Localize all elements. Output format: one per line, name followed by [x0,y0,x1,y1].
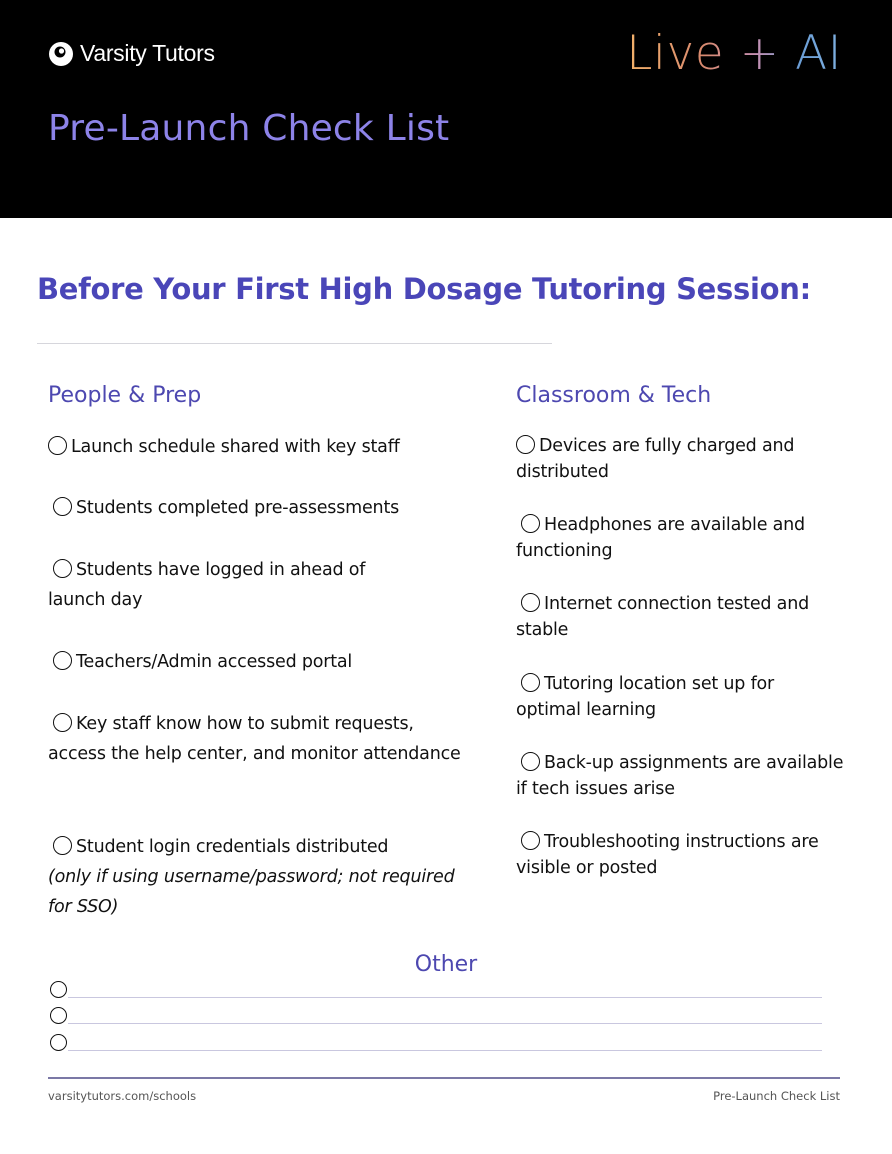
classroom-tech-heading: Classroom & Tech [516,383,712,408]
brand [48,40,215,67]
checklist-item [516,433,856,485]
checkbox-circle[interactable] [53,559,72,578]
checklist-item-label: Tutoring location set up for optimal learning [516,674,775,720]
checklist-item [516,829,866,881]
checklist-item [48,832,468,922]
checklist-item-label: Teachers/Admin accessed portal [76,652,353,672]
checklist-item [516,671,836,723]
tagline: Live + AI [626,26,842,81]
footer-title: Pre-Launch Check List [713,1089,840,1103]
divider [37,343,552,344]
footer-divider [48,1077,840,1079]
checkbox-circle[interactable] [521,831,540,850]
checklist-item-label: Student login credentials distributed [76,837,389,857]
checkbox-circle[interactable] [521,752,540,771]
page-header [0,0,892,218]
checkbox-circle[interactable] [516,435,535,454]
write-in-line[interactable] [68,997,822,998]
checklist-item-label: Back-up assignments are available if tech issues arise [516,753,844,799]
checklist-item-note: (only if using username/password; not required for SSO) [48,867,455,917]
other-heading: Other [414,952,478,977]
checklist-item-label: Students completed pre-assessments [76,498,400,518]
checklist-item-label: Troubleshooting instructions are visible or posted [516,832,819,878]
checkbox-circle[interactable] [53,497,72,516]
checkbox-circle[interactable] [53,836,72,855]
checklist-item-label: Devices are fully charged and distributed [516,436,795,482]
varsity-tutors-logo-icon [48,41,74,67]
checkbox-circle[interactable] [50,1034,67,1051]
checkbox-circle[interactable] [521,514,540,533]
checklist-item-label: Launch schedule shared with key staff [71,437,400,457]
other-row[interactable] [50,981,822,1001]
write-in-line[interactable] [68,1023,822,1024]
checkbox-circle[interactable] [521,673,540,692]
checklist-item-label: Internet connection tested and stable [516,594,810,640]
checklist-item-label: Headphones are available and functioning [516,515,805,561]
page-title: Pre-Launch Check List [48,108,450,149]
other-row[interactable] [50,1007,822,1027]
checkbox-circle[interactable] [521,593,540,612]
checkbox-circle[interactable] [53,651,72,670]
other-row[interactable] [50,1034,822,1054]
people-prep-heading: People & Prep [48,383,202,408]
checkbox-circle[interactable] [50,1007,67,1024]
checklist-item [48,647,468,677]
checklist-item [48,555,418,615]
checkbox-circle[interactable] [53,713,72,732]
checkbox-circle[interactable] [48,436,67,455]
checklist-item-label: Key staff know how to submit requests, access the help center, and monitor attendance [48,714,461,764]
section-heading: Before Your First High Dosage Tutoring Session: [37,272,811,306]
checklist-item-label: Students have logged in ahead of launch day [48,560,366,610]
checklist-item [516,591,856,643]
checklist-item [48,432,468,462]
write-in-line[interactable] [68,1050,822,1051]
checklist-item [516,512,856,564]
checkbox-circle[interactable] [50,981,67,998]
footer-url: varsitytutors.com/schools [48,1089,197,1103]
checklist-item [48,493,468,523]
brand-name: Varsity Tutors [80,40,215,66]
checklist-item [516,750,856,802]
checklist-item [48,709,468,769]
